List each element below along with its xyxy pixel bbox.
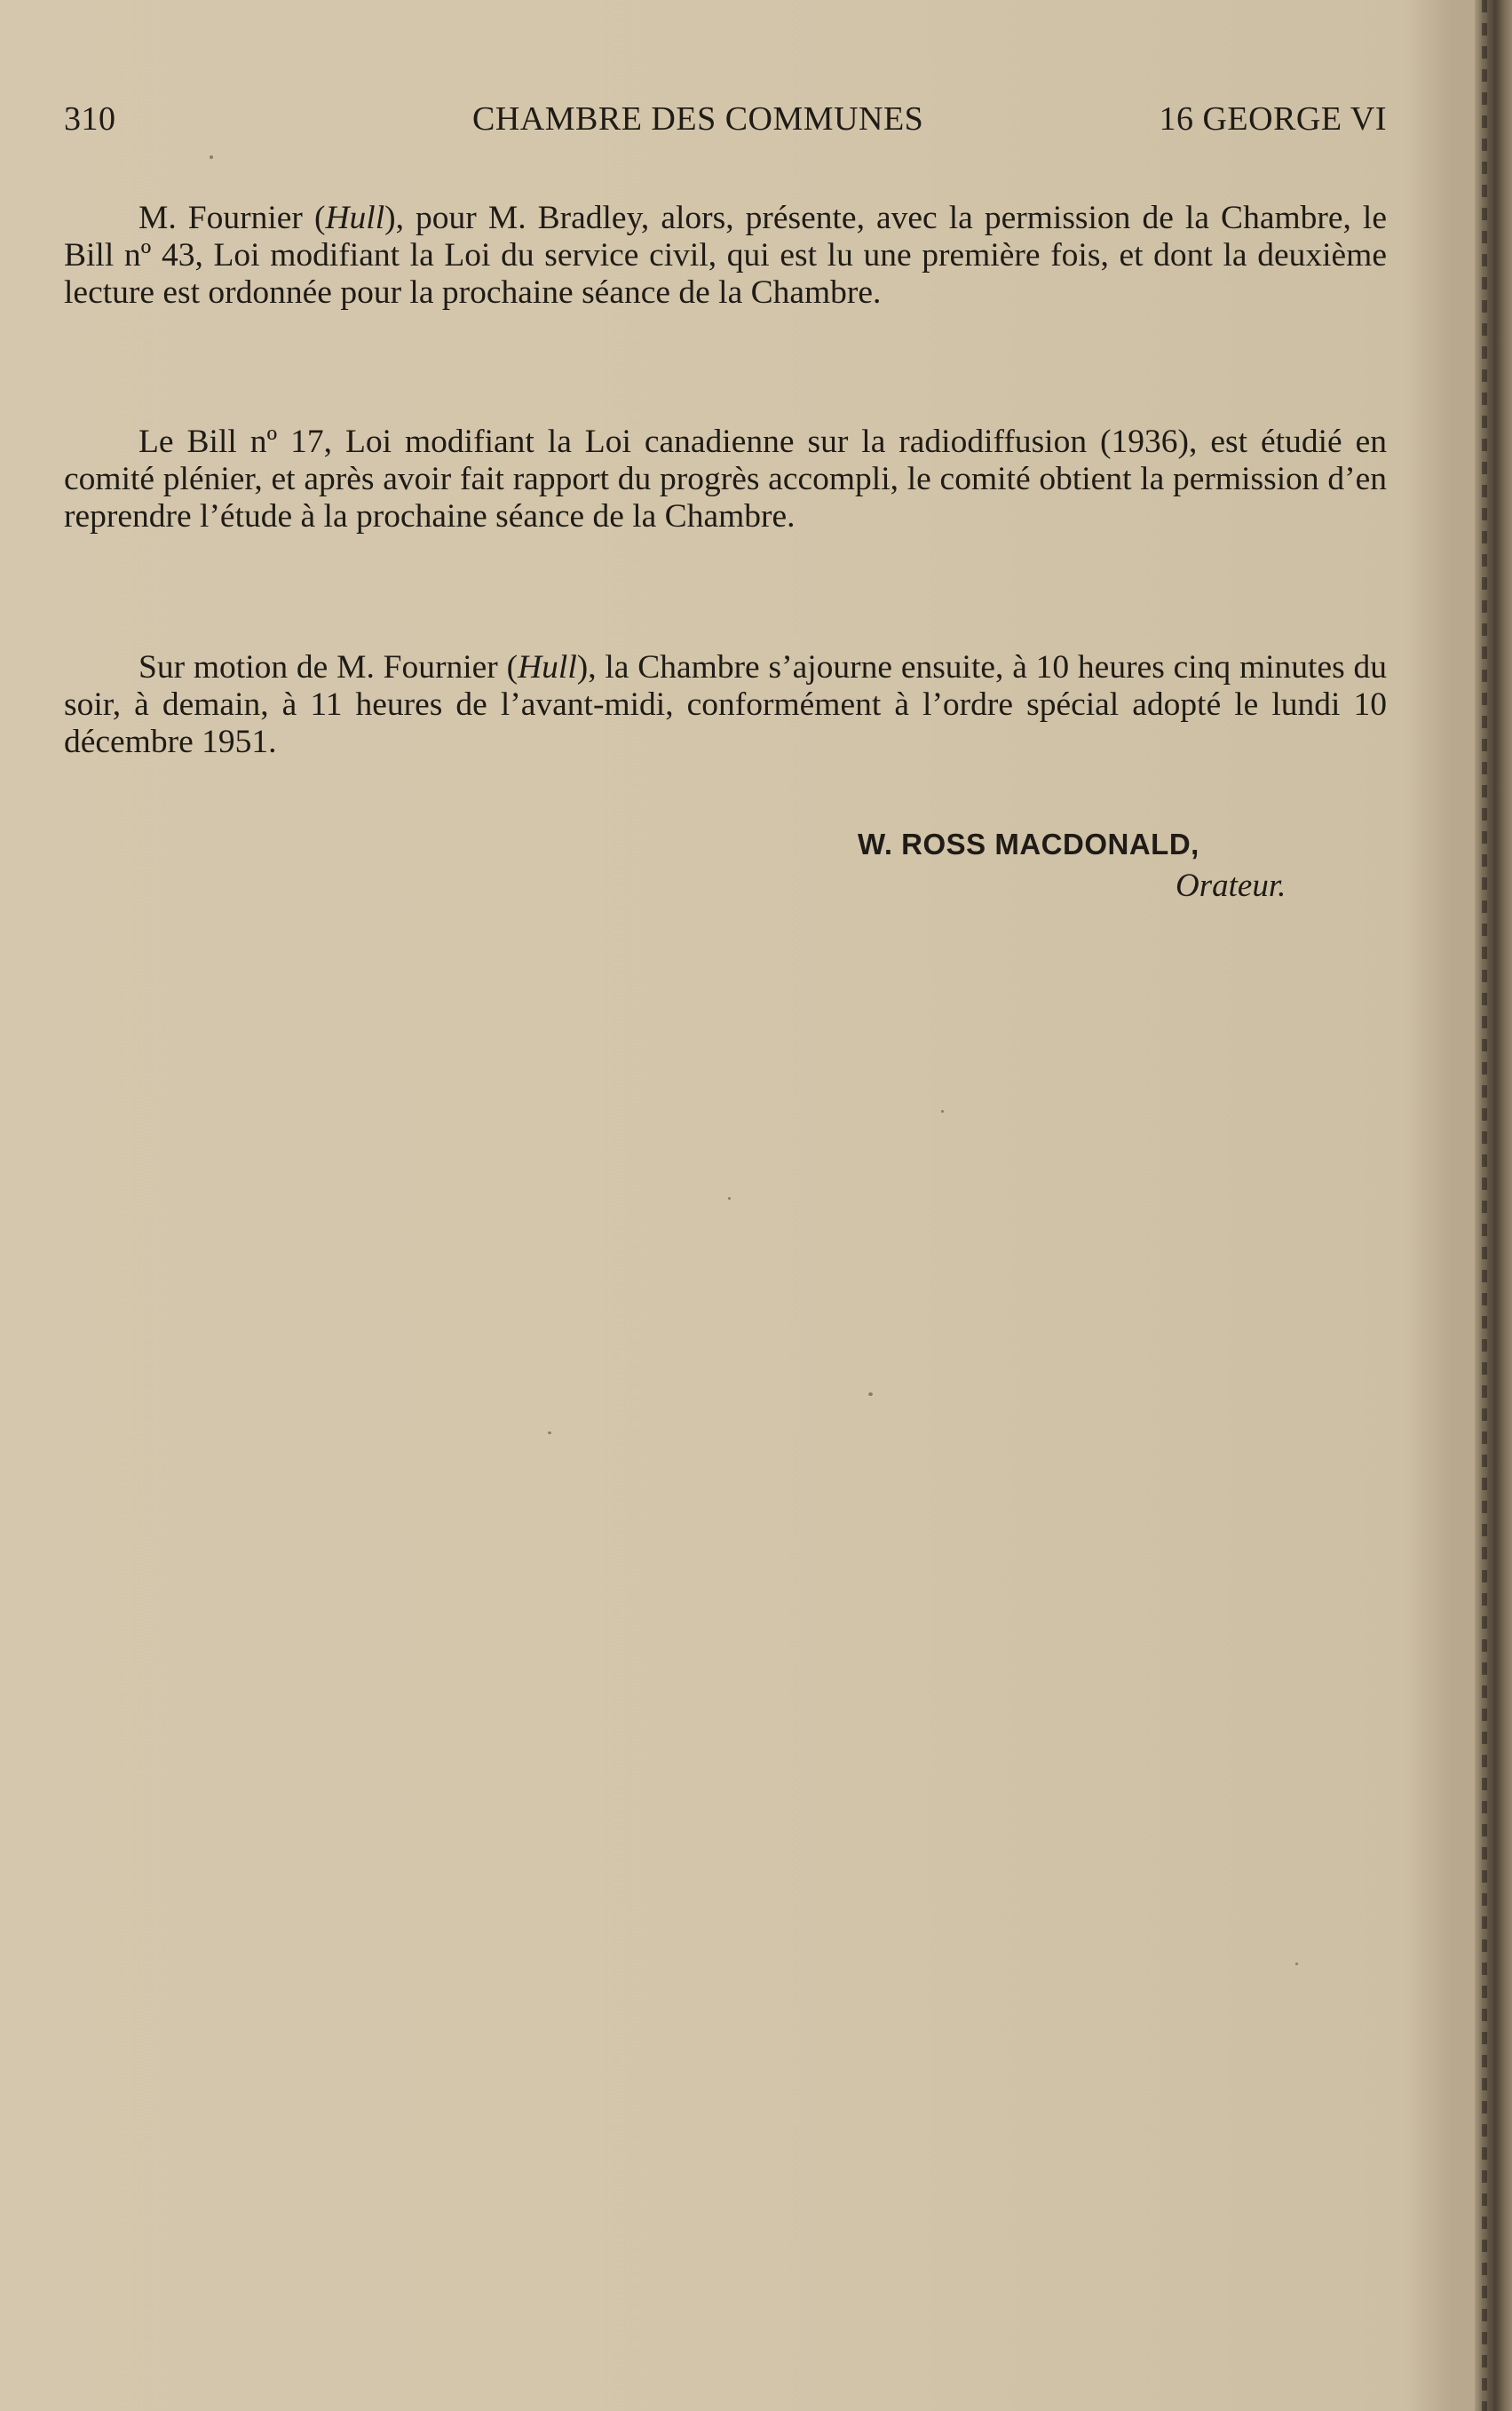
- paragraph-text: ), pour M. Bradley, alors, présente, avec la permission de la Chambre, le Bill nº 43, Loi modifiant la Loi du service civil, qui est lu une première fois, et dont la deuxième lecture est ordonnée pour la prochaine séance de la Chambre.: [64, 200, 1388, 311]
- signer-title: Orateur.: [1176, 868, 1286, 904]
- running-head: [64, 99, 1387, 144]
- page-number: 310: [64, 100, 116, 138]
- book-binding-edge: [1475, 0, 1512, 2411]
- paper-speck: [548, 1432, 551, 1434]
- paper-speck: [728, 1197, 731, 1200]
- paper-speck: [210, 155, 213, 159]
- paper-speck: [868, 1392, 873, 1396]
- paragraph-italic-riding: Hull: [325, 200, 385, 236]
- signer-name: W. ROSS MACDONALD,: [858, 828, 1199, 861]
- paragraph-bill-17: [64, 424, 1387, 535]
- running-head-title: CHAMBRE DES COMMUNES: [472, 100, 924, 138]
- paragraph-adjournment: [64, 649, 1387, 761]
- paragraph-italic-riding: Hull: [518, 649, 577, 686]
- paragraph-bill-43: [64, 200, 1387, 312]
- paragraph-text: Sur motion de M. Fournier (: [139, 649, 519, 686]
- signature-block: [858, 828, 1355, 905]
- paragraph-text: Le Bill nº 17, Loi modifiant la Loi canadienne sur la radiodiffusion (1936), est étudié en comité plénier, et après avoir fait rapport du progrès accompli, le comité obtient la permission d’en reprendre l’étude à la prochaine séance de la Chambre.: [64, 424, 1387, 535]
- paper-speck: [1295, 1963, 1298, 1965]
- paragraph-text: M. Fournier (: [139, 200, 326, 236]
- paper-speck: [941, 1110, 944, 1113]
- running-head-regnal-year: 16 GEORGE VI: [1159, 100, 1387, 138]
- paragraph-text: ), la Chambre s’ajourne ensuite, à 10 heures cinq minutes du soir, à demain, à 11 heures de l’avant-midi, conformément à l’ordre spécial adopté le lundi 10 décembre 1951.: [64, 649, 1387, 760]
